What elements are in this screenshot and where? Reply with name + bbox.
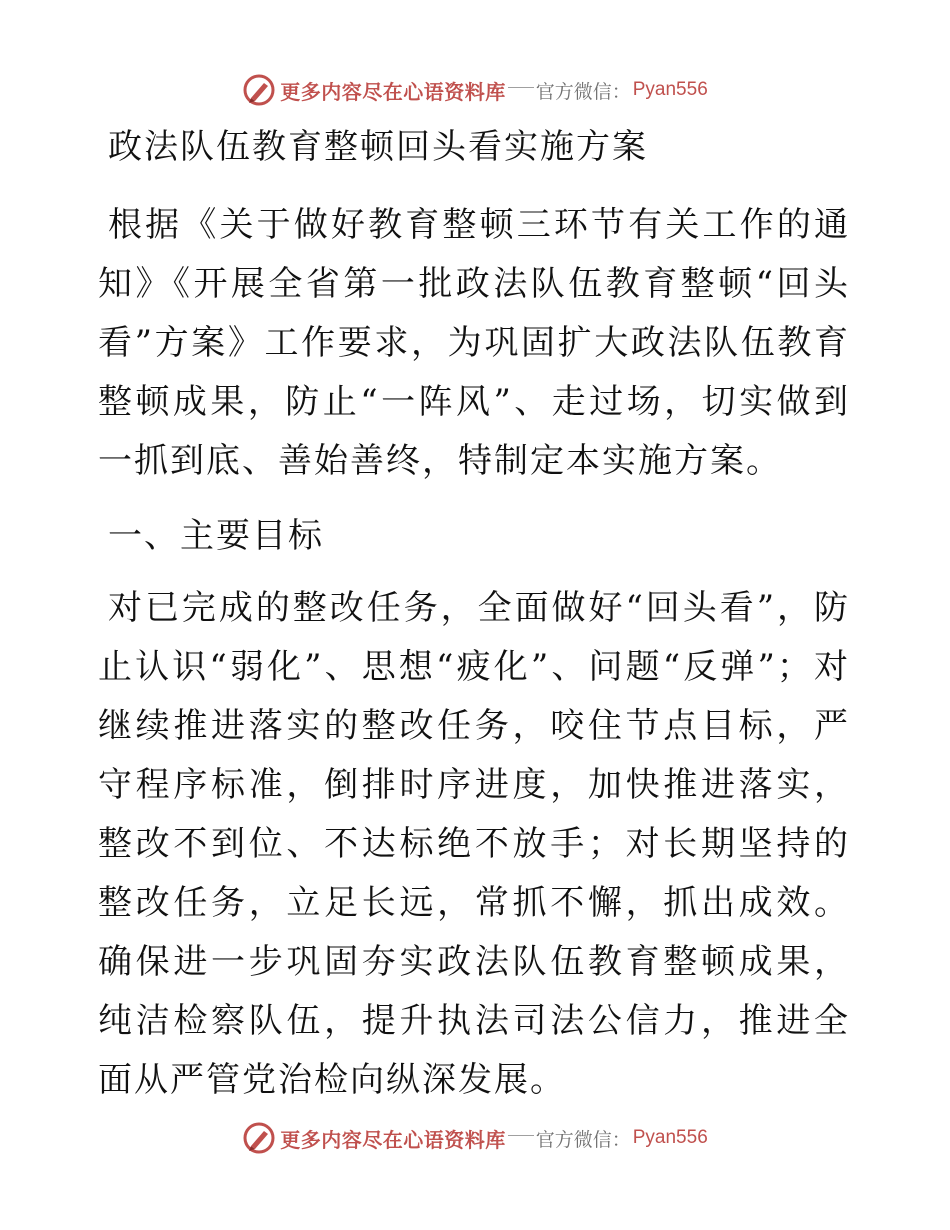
document-body bbox=[98, 122, 850, 1110]
section-body-main-goals: 对已完成的整改任务，全面做好“回头看”，防止认识“弱化”、思想“疲化”、问题“反弹”；对继续推进落实的整改任务，咬住节点目标，严守程序标准，倒排时序进度，加快推进落实，整改不到位、不达标绝不放手；对长期坚持的整改任务，立足长远，常抓不懈，抓出成效。确保进一步巩固夯实政法队伍教育整顿成果，纯洁检察队伍，提升执法司法公信力，推进全面从严管党治检向纵深发展。 bbox=[98, 588, 850, 1100]
section-heading-main-goals: 一、主要目标 bbox=[108, 516, 324, 556]
watermark-site-text: 更多内容尽在心语资料库 bbox=[280, 79, 506, 104]
document-title: 政法队伍教育整顿回头看实施方案 bbox=[108, 127, 648, 167]
watermark-dash bbox=[508, 1135, 534, 1136]
watermark-official-label: 官方微信： bbox=[535, 1128, 631, 1151]
watermark-dash bbox=[508, 87, 534, 88]
watermark-site-text: 更多内容尽在心语资料库 bbox=[280, 1127, 506, 1152]
pen-logo-icon bbox=[242, 73, 276, 107]
pen-logo-icon bbox=[242, 1121, 276, 1155]
watermark-wechat-id: Pyan556 bbox=[632, 79, 708, 100]
intro-paragraph: 根据《关于做好教育整顿三环节有关工作的通知》《开展全省第一批政法队伍教育整顿“回头看”方案》工作要求，为巩固扩大政法队伍教育整顿成果，防止“一阵风”、走过场，切实做到一抓到底、善始善终，特制定本实施方案。 bbox=[98, 205, 850, 481]
header-watermark bbox=[0, 70, 950, 110]
footer-watermark bbox=[0, 1118, 950, 1158]
watermark-wechat-id: Pyan556 bbox=[632, 1127, 708, 1148]
watermark-official-label: 官方微信： bbox=[535, 80, 631, 103]
